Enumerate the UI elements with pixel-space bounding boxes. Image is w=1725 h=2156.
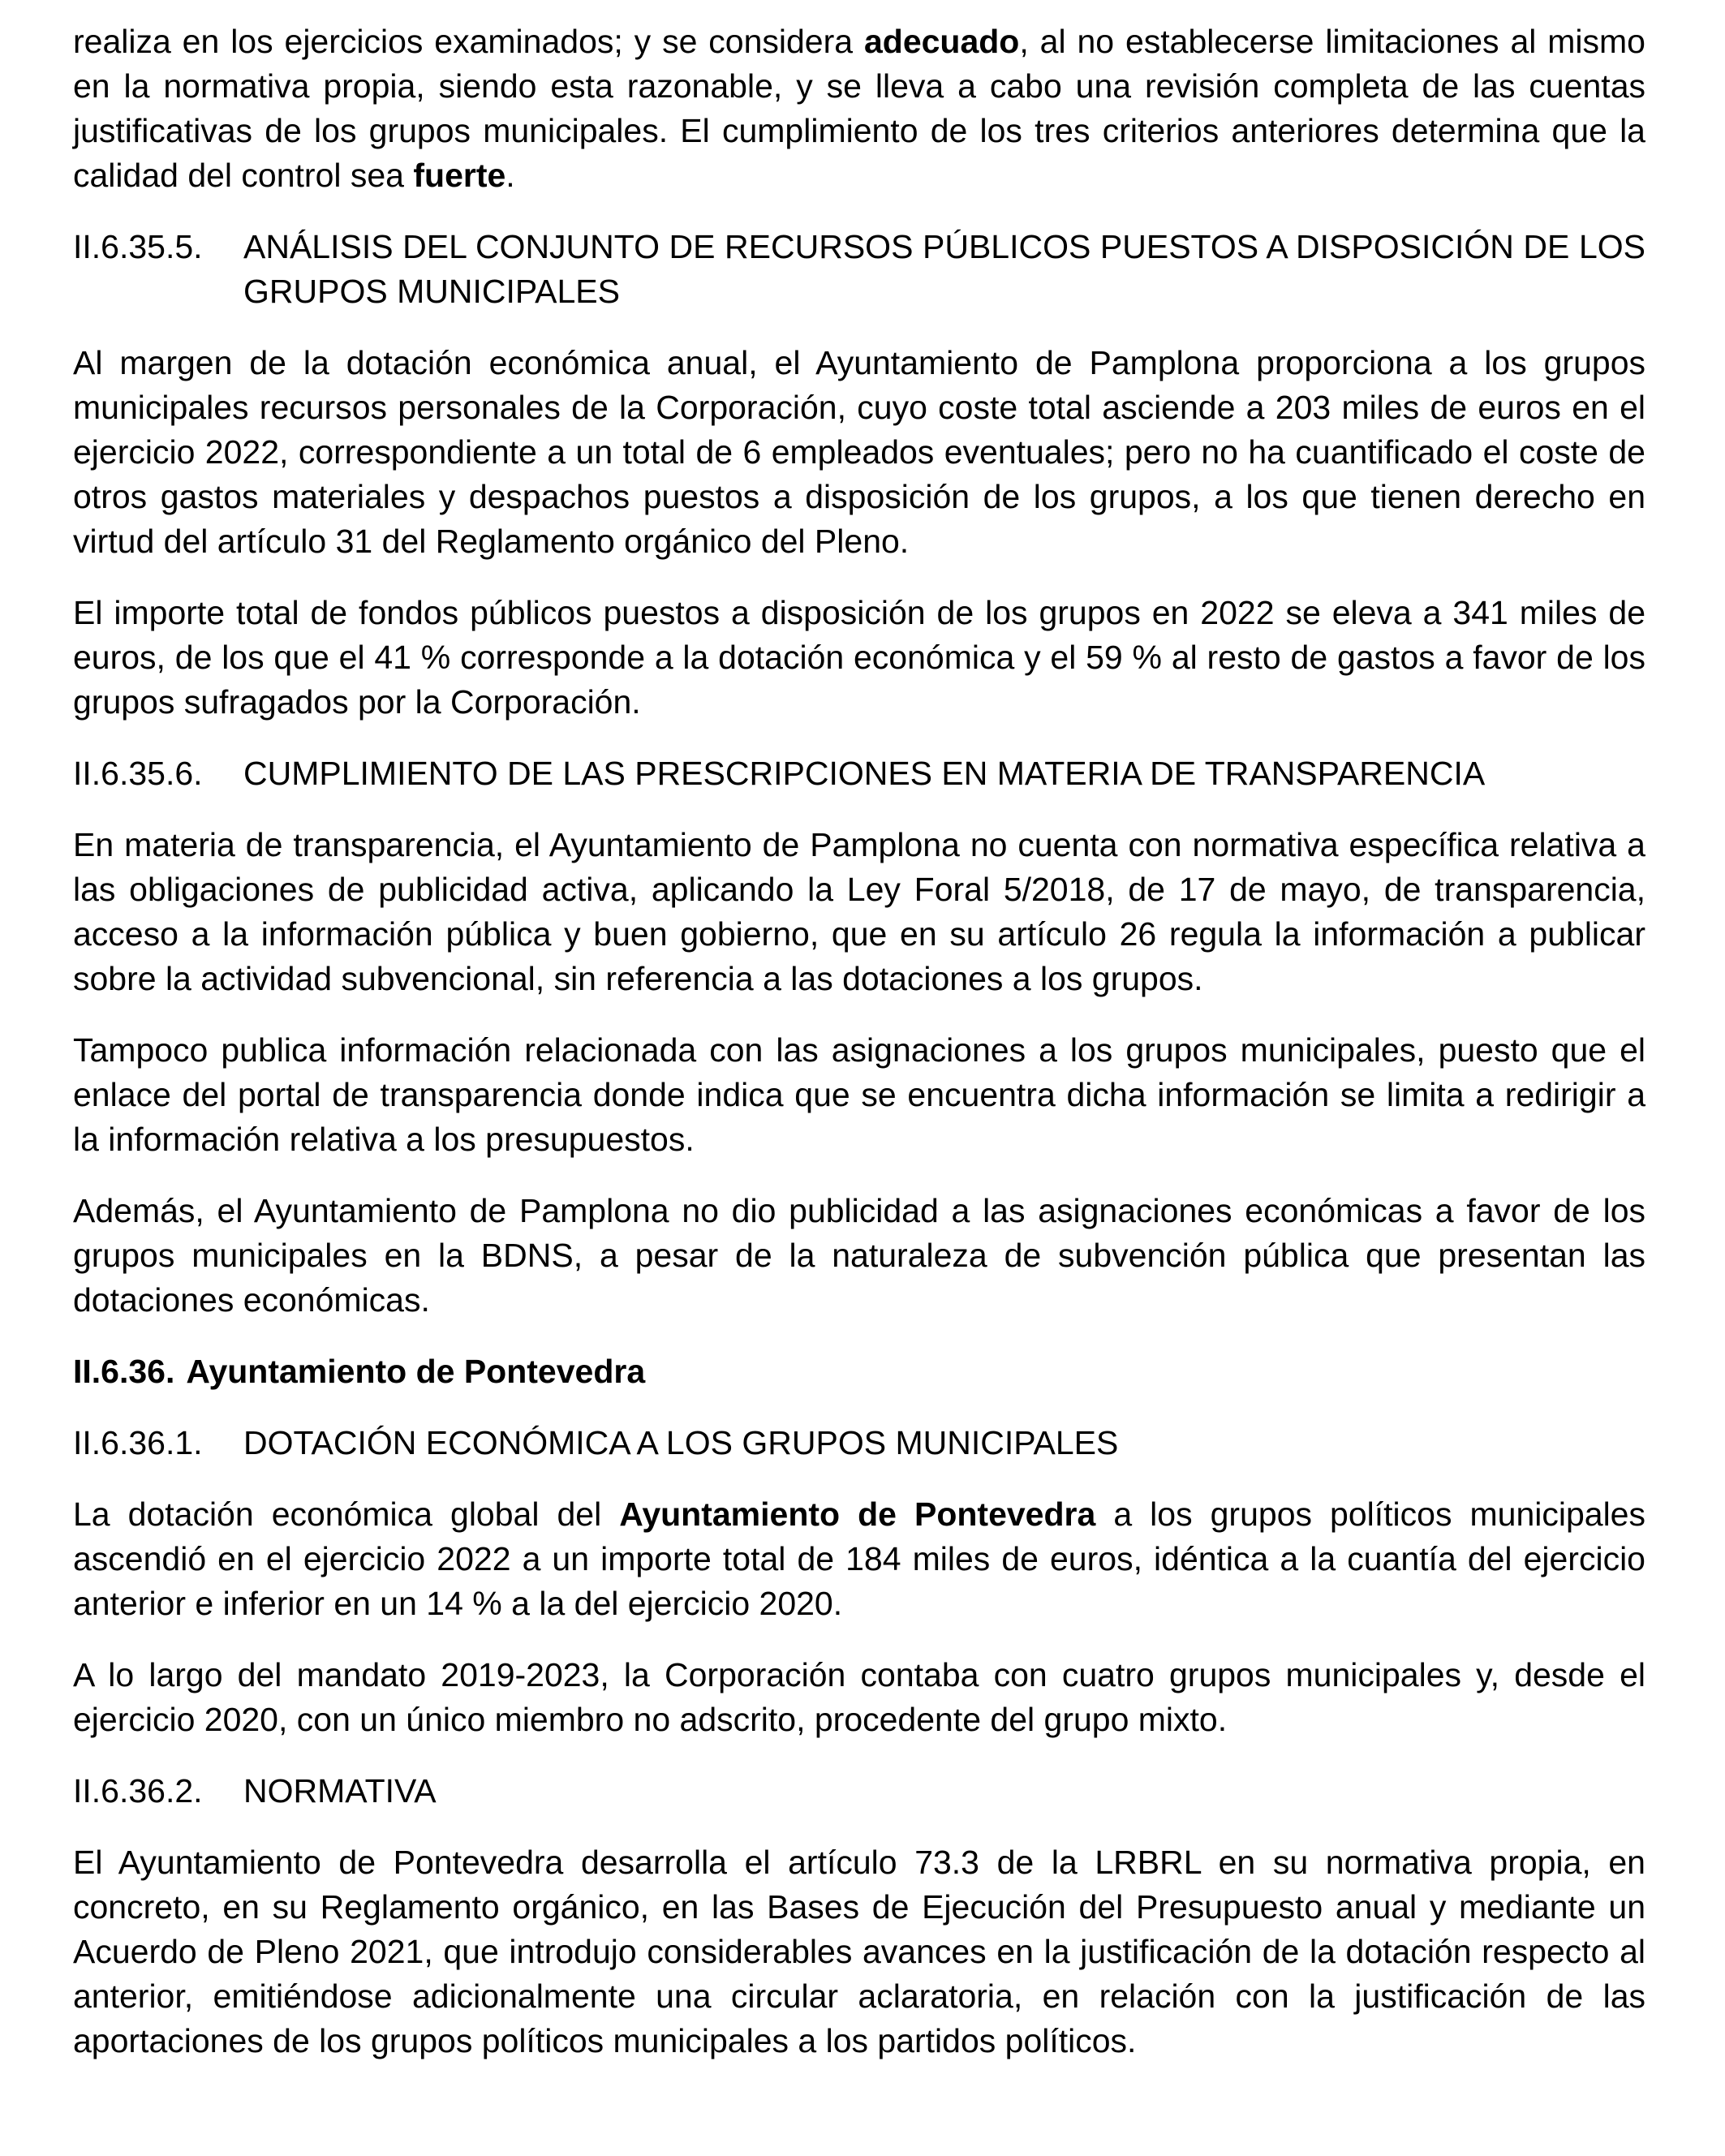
text-run: Además, el Ayuntamiento de Pamplona no dio publicidad a las asignaciones económicas a favor de los grupos municipales en la BDNS, a pesar de la naturaleza de subvención pública que presentan las dotaciones económicas.	[73, 1192, 1645, 1319]
subsection-heading	[73, 225, 1645, 314]
paragraph	[73, 1028, 1645, 1162]
subsection-heading	[73, 751, 1645, 796]
text-run: Al margen de la dotación económica anual, el Ayuntamiento de Pamplona proporciona a los grupos municipales recursos personales de la Corporación, cuyo coste total asciende a 203 miles de euros en el ejercicio 2022, correspondiente a un total de 6 empleados eventuales; pero no ha cuantificado el coste de otros gastos materiales y despachos puestos a disposición de los grupos, a los que tienen derecho en virtud del artículo 31 del Reglamento orgánico del Pleno.	[73, 344, 1645, 560]
heading-text: NORMATIVA	[243, 1772, 437, 1810]
paragraph	[73, 1189, 1645, 1323]
heading-text: ANÁLISIS DEL CONJUNTO DE RECURSOS PÚBLICOS PUESTOS A DISPOSICIÓN DE LOS GRUPOS MUNICIPALES	[243, 228, 1645, 310]
section-heading-number: II.6.36.	[73, 1353, 175, 1390]
section-heading-text: Ayuntamiento de Pontevedra	[186, 1353, 646, 1390]
heading-text: DOTACIÓN ECONÓMICA A LOS GRUPOS MUNICIPALES	[243, 1424, 1119, 1461]
paragraph	[73, 19, 1645, 198]
text-run: El importe total de fondos públicos puestos a disposición de los grupos en 2022 se eleva a 341 miles de euros, de los que el 41 % corresponde a la dotación económica y el 59 % al resto de gastos a favor de los grupos sufragados por la Corporación.	[73, 594, 1645, 721]
text-run: .	[505, 157, 515, 194]
bold-text-run: Ayuntamiento de Pontevedra	[619, 1495, 1096, 1533]
text-run: Tampoco publica información relacionada con las asignaciones a los grupos municipales, puesto que el enlace del portal de transparencia donde indica que se encuentra dicha información se limita a redirigir a la información relativa a los presupuestos.	[73, 1031, 1645, 1158]
text-run: La dotación económica global del	[73, 1495, 620, 1533]
bold-text-run: adecuado	[863, 23, 1020, 60]
text-run: a los grupos políticos municipales ascendió en el ejercicio 2022 a un importe total de 184 miles de euros, idéntica a la cuantía del ejercicio anterior e inferior en un 14 % a la del ejercicio 2020.	[73, 1495, 1645, 1622]
text-run: realiza en los ejercicios examinados; y se considera	[73, 23, 864, 60]
subsection-heading	[73, 1421, 1645, 1465]
paragraph	[73, 823, 1645, 1001]
paragraph	[73, 1840, 1645, 2063]
text-run: En materia de transparencia, el Ayuntamiento de Pamplona no cuenta con normativa específica relativa a las obligaciones de publicidad activa, aplicando la Ley Foral 5/2018, de 17 de mayo, de transparencia, acceso a la información pública y buen gobierno, que en su artículo 26 regula la información a publicar sobre la actividad subvencional, sin referencia a las dotaciones a los grupos.	[73, 826, 1645, 997]
heading-number: II.6.36.2.	[73, 1772, 203, 1810]
heading-text: CUMPLIMIENTO DE LAS PRESCRIPCIONES EN MATERIA DE TRANSPARENCIA	[243, 755, 1486, 792]
text-run: , al no establecerse limitaciones al mismo en la normativa propia, siendo esta razonable, y se lleva a cabo una revisión completa de las cuentas justificativas de los grupos municipales. El cumplimiento de los tres criterios anteriores determina que la calidad del control sea	[73, 23, 1645, 194]
paragraph	[73, 1653, 1645, 1742]
paragraph	[73, 591, 1645, 725]
subsection-heading	[73, 1769, 1645, 1814]
paragraph	[73, 341, 1645, 564]
text-run: El Ayuntamiento de Pontevedra desarrolla el artículo 73.3 de la LRBRL en su normativa propia, en concreto, en su Reglamento orgánico, en las Bases de Ejecución del Presupuesto anual y mediante un Acuerdo de Pleno 2021, que introdujo considerables avances en la justificación de la dotación respecto al anterior, emitiéndose adicionalmente una circular aclaratoria, en relación con la justificación de las aportaciones de los grupos políticos municipales a los partidos políticos.	[73, 1844, 1645, 2059]
section-heading	[73, 1349, 1645, 1394]
heading-number: II.6.36.1.	[73, 1424, 203, 1461]
bold-text-run: fuerte	[413, 157, 506, 194]
paragraph	[73, 1492, 1645, 1626]
text-run: A lo largo del mandato 2019-2023, la Corporación contaba con cuatro grupos municipales y, desde el ejercicio 2020, con un único miembro no adscrito, procedente del grupo mixto.	[73, 1656, 1645, 1738]
heading-number: II.6.35.6.	[73, 755, 203, 792]
heading-number: II.6.35.5.	[73, 228, 203, 265]
